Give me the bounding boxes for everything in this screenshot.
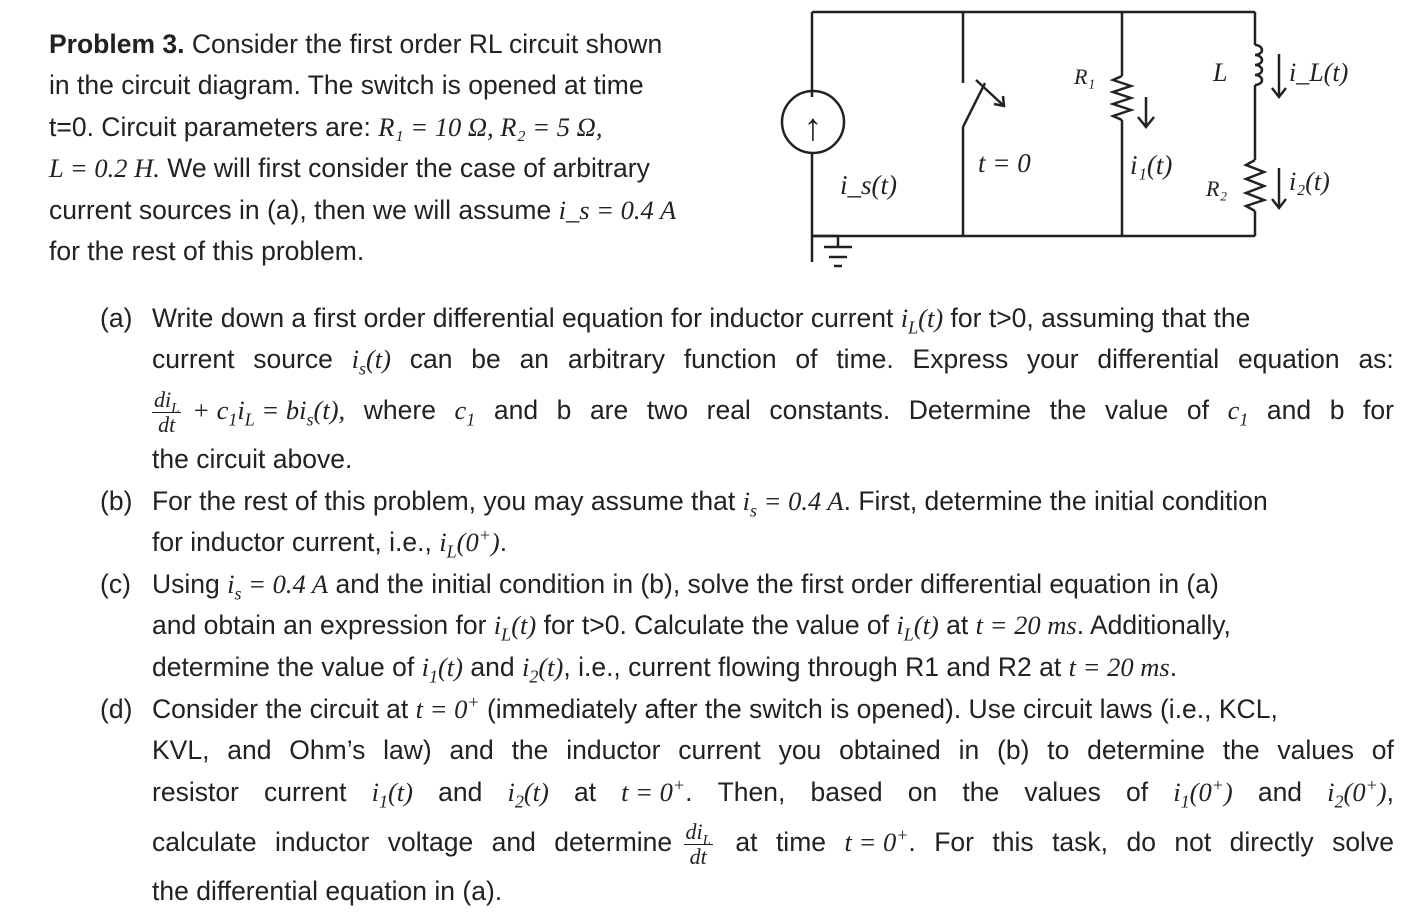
- i1-label: i₁(t): [1130, 150, 1173, 180]
- is-assumption: i_s = 0.4 A: [558, 195, 677, 225]
- part-b-label: (b): [100, 486, 133, 516]
- il-label: i_L(t): [1289, 58, 1349, 87]
- intro-line-5a: current sources in (a), then we will assume: [49, 195, 552, 225]
- l-label: L: [1213, 58, 1228, 87]
- switch-label: t = 0: [978, 148, 1031, 178]
- intro-line-1: Consider the first order RL circuit shown: [191, 29, 663, 59]
- inductor-coil: [1255, 45, 1262, 85]
- source-arrow-icon: ↑: [803, 107, 823, 149]
- intro-line-6: for the rest of this problem.: [49, 236, 365, 266]
- intro-inductance: L = 0.2 H.: [49, 153, 160, 183]
- source-label: i_s(t): [840, 170, 897, 200]
- part-a-label: (a): [100, 303, 133, 333]
- circuit-diagram: [0, 0, 1422, 300]
- part-c-label: (c): [100, 569, 131, 599]
- r1-label: R₁: [1074, 64, 1096, 89]
- intro-line-3a: t=0. Circuit parameters are:: [49, 112, 371, 142]
- intro-params: R₁ = 10 Ω, R₂ = 5 Ω,: [378, 112, 603, 142]
- i2-label: i₂(t): [1289, 167, 1330, 196]
- problem-title: Problem 3.: [49, 29, 185, 59]
- part-d-label: (d): [100, 694, 133, 724]
- intro-line-4b: We will first consider the case of arbitrary: [167, 153, 650, 183]
- switch-blade: [963, 83, 985, 127]
- r2-label: R₂: [1206, 176, 1228, 201]
- r1-resistor: [1113, 76, 1131, 120]
- intro-line-2: in the circuit diagram. The switch is opened at time: [49, 70, 644, 100]
- r2-resistor: [1246, 160, 1264, 211]
